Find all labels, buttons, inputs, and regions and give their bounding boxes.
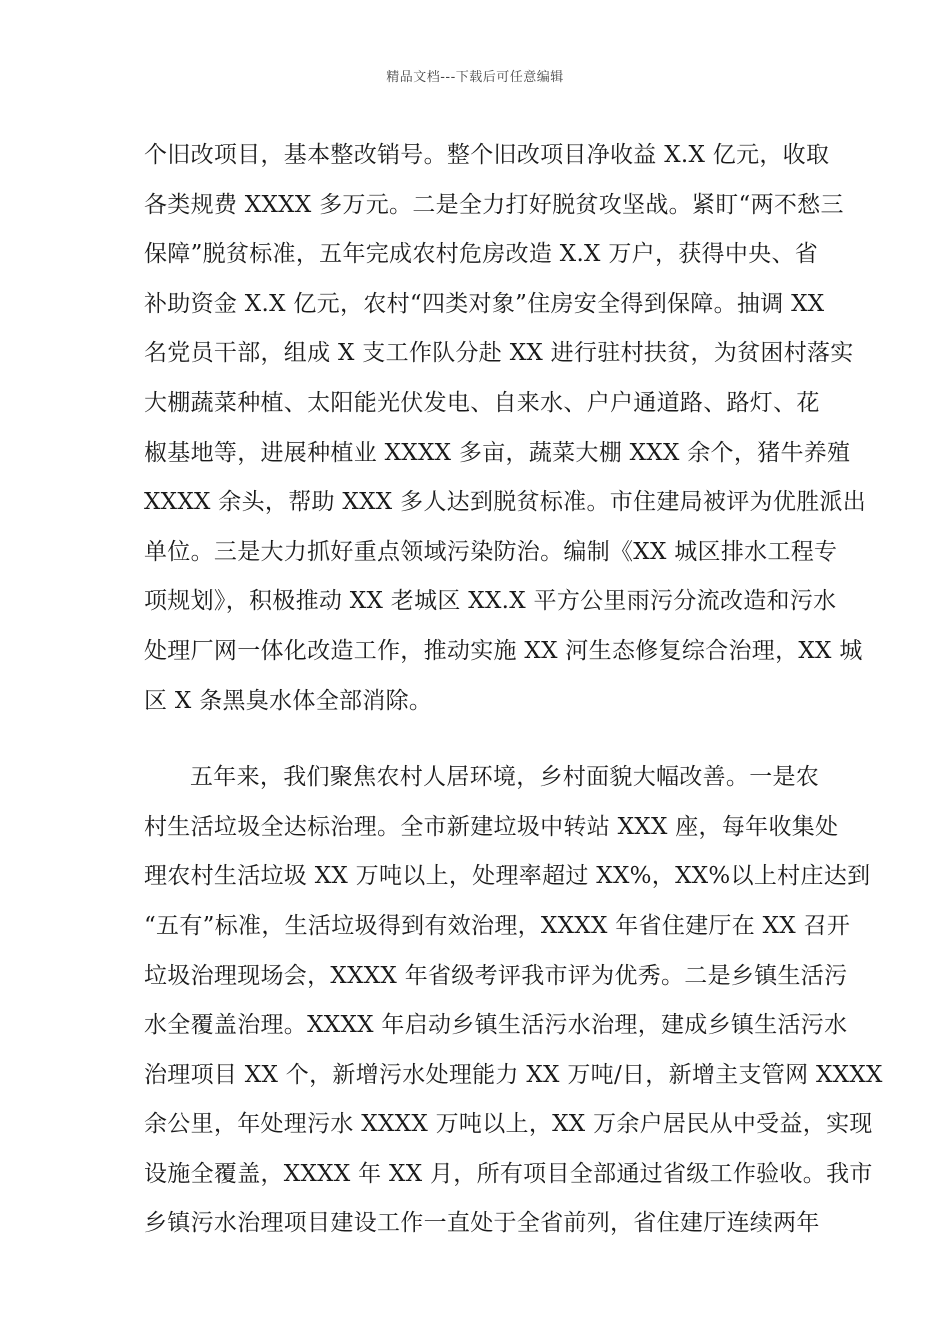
text-line: 理农村生活垃圾 XX 万吨以上，处理率超过 XX%，XX%以上村庄达到 — [144, 863, 871, 890]
text-line: 治理项目 XX 个，新增污水处理能力 XX 万吨/日，新增主支管网 XXXX — [144, 1061, 883, 1088]
text-line: 水全覆盖治理。XXXX 年启动乡镇生活污水治理，建成乡镇生活污水 — [144, 1012, 848, 1039]
page-header: 精品文档---下载后可任意编辑 — [386, 70, 564, 85]
text-line: 单位。三是大力抓好重点领域污染防治。编制《XX 城区排水工程专 — [144, 538, 838, 565]
text-line: 处理厂网一体化改造工作，推动实施 XX 河生态修复综合治理，XX 城 — [144, 637, 863, 664]
text-line: 区 X 条黑臭水体全部消除。 — [144, 687, 433, 714]
text-line: 补助资金 X.X 亿元，农村“四类对象”住房安全得到保障。抽调 XX — [144, 290, 825, 317]
text-line: 余公里，年处理污水 XXXX 万吨以上，XX 万余户居民从中受益，实现 — [144, 1111, 873, 1138]
text-line: 各类规费 XXXX 多万元。二是全力打好脱贫攻坚战。紧盯“两不愁三 — [144, 191, 844, 218]
text-line: 设施全覆盖，XXXX 年 XX 月，所有项目全部通过省级工作验收。我市 — [144, 1160, 873, 1187]
text-line: 垃圾治理现场会，XXXX 年省级考评我市评为优秀。二是乡镇生活污 — [144, 962, 848, 989]
text-line: 村生活垃圾全达标治理。全市新建垃圾中转站 XXX 座，每年收集处 — [144, 813, 839, 840]
text-line: 大棚蔬菜种植、太阳能光伏发电、自来水、户户通道路、路灯、花 — [144, 389, 820, 416]
text-line: XXXX 余头，帮助 XXX 多人达到脱贫标准。市住建局被评为优胜派出 — [144, 489, 867, 516]
paragraph-1 — [144, 131, 867, 726]
text-line: 个旧改项目，基本整改销号。整个旧改项目净收益 X.X 亿元，收取 — [144, 142, 830, 168]
text-line: “五有”标准，生活垃圾得到有效治理，XXXX 年省住建厅在 XX 召开 — [144, 912, 851, 939]
text-line: 乡镇污水治理项目建设工作一直处于全省前列，省住建厅连续两年 — [144, 1210, 820, 1237]
text-line: 保障”脱贫标准，五年完成农村危房改造 X.X 万户，获得中央、省 — [144, 241, 819, 268]
paragraph-2 — [144, 753, 883, 1249]
text-line: 五年来，我们聚焦农村人居环境，乡村面貌大幅改善。一是农 — [190, 764, 820, 791]
paragraph-gap — [144, 726, 814, 753]
text-line: 名党员干部，组成 X 支工作队分赴 XX 进行驻村扶贫，为贫困村落实 — [144, 340, 854, 367]
document-body — [144, 131, 883, 1249]
text-line: 项规划》，积极推动 XX 老城区 XX.X 平方公里雨污分流改造和污水 — [144, 588, 837, 615]
text-line: 椒基地等，进展种植业 XXXX 多亩，蔬菜大棚 XXX 余个，猪牛养殖 — [144, 439, 851, 466]
